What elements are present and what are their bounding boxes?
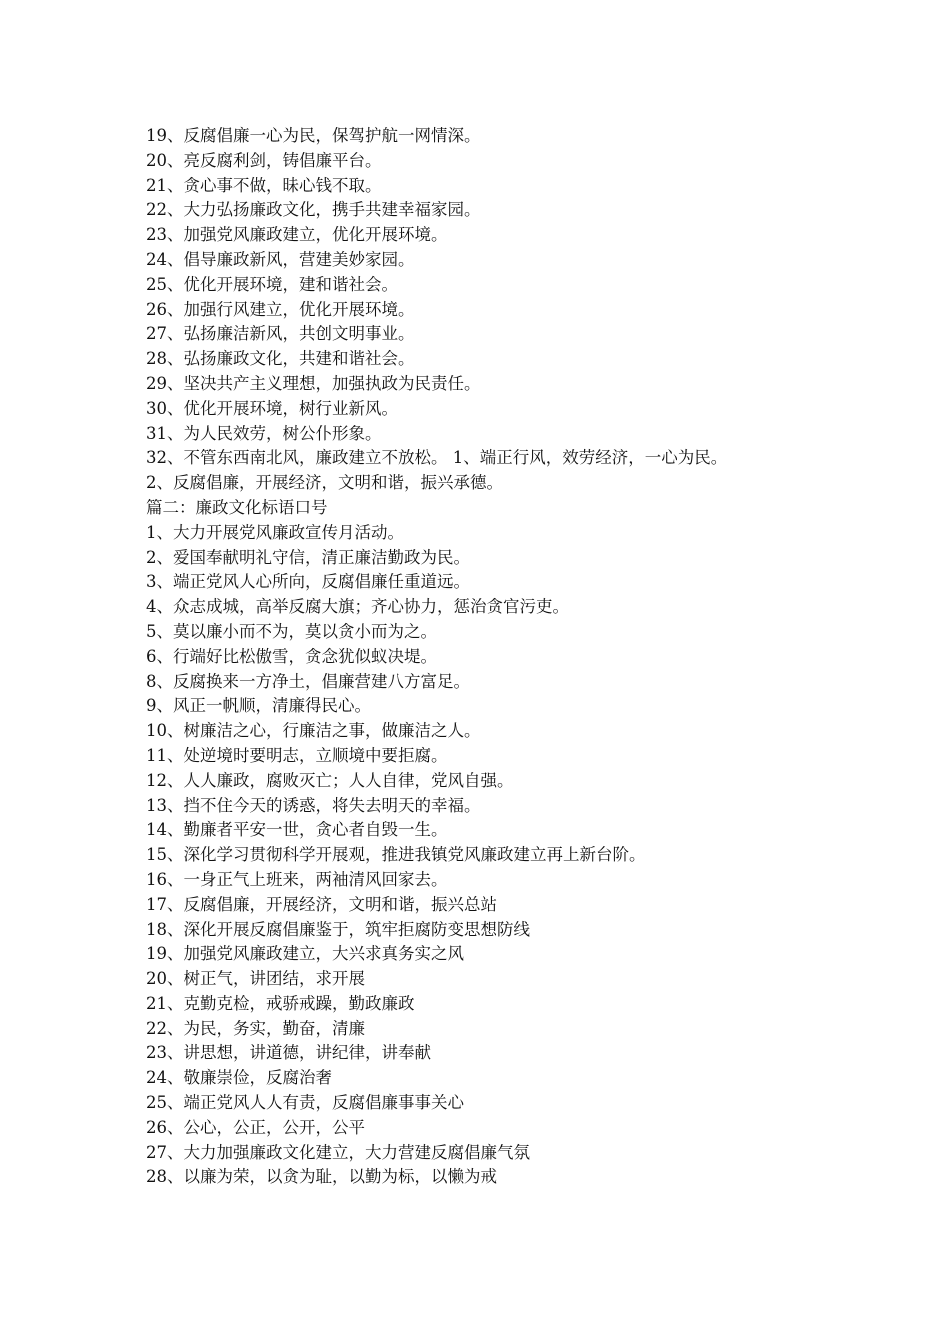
text-line: 8、反腐换来一方净土，倡廉营建八方富足。 [146,671,470,691]
text-line: 2、爱国奉献明礼守信，清正廉洁勤政为民。 [146,547,470,567]
text-line: 27、大力加强廉政文化建立，大力营建反腐倡廉气氛 [146,1142,530,1162]
text-line: 15、深化学习贯彻科学开展观，推进我镇党风廉政建立再上新台阶。 [146,845,646,865]
text-line: 3、端正党风人心所向，反腐倡廉任重道远。 [146,572,470,592]
text-line: 12、人人廉政，腐败灭亡；人人自律，党风自强。 [146,770,514,790]
text-line: 24、敬廉崇俭，反腐治奢 [146,1068,332,1088]
text-line: 24、倡导廉政新风，营建美妙家园。 [146,249,415,269]
document-body [146,124,786,1190]
text-line: 23、加强党风廉政建立，优化开展环境。 [146,225,448,245]
text-line: 2、反腐倡廉，开展经济，文明和谐，振兴承德。 [146,473,503,493]
text-line: 16、一身正气上班来，两袖清风回家去。 [146,869,448,889]
text-line: 29、坚决共产主义理想，加强执政为民责任。 [146,373,481,393]
text-line: 20、亮反腐利剑，铸倡廉平台。 [146,150,382,170]
text-line: 27、弘扬廉洁新风，共创文明事业。 [146,324,415,344]
text-line: 9、风正一帆顺，清廉得民心。 [146,696,371,716]
text-line: 25、端正党风人人有责，反腐倡廉事事关心 [146,1093,464,1113]
text-line: 篇二：廉政文化标语口号 [146,497,328,517]
text-line: 13、挡不住今天的诱惑，将失去明天的幸福。 [146,795,481,815]
text-line: 30、优化开展环境，树行业新风。 [146,398,398,418]
text-line: 1、大力开展党风廉政宣传月活动。 [146,522,404,542]
text-line: 32、不管东西南北风，廉政建立不放松。 1、端正行风，效劳经济，一心为民。 [146,448,728,468]
text-line: 6、行端好比松傲雪，贪念犹似蚁决堤。 [146,646,437,666]
text-line: 4、众志成城，高举反腐大旗；齐心协力，惩治贪官污吏。 [146,597,569,617]
text-line: 26、公心，公正，公开，公平 [146,1117,365,1137]
text-line: 5、莫以廉小而不为，莫以贪小而为之。 [146,621,437,641]
text-line: 17、反腐倡廉，开展经济，文明和谐，振兴总站 [146,894,497,914]
text-line: 28、以廉为荣，以贪为耻，以勤为标，以懒为戒 [146,1167,497,1187]
text-line: 26、加强行风建立，优化开展环境。 [146,299,415,319]
text-line: 14、勤廉者平安一世，贪心者自毁一生。 [146,820,448,840]
text-line: 23、讲思想，讲道德，讲纪律，讲奉献 [146,1043,431,1063]
text-line: 28、弘扬廉政文化，共建和谐社会。 [146,349,415,369]
text-line: 22、大力弘扬廉政文化，携手共建幸福家园。 [146,200,481,220]
text-line: 21、克勤克检，戒骄戒躁，勤政廉政 [146,993,415,1013]
text-line: 20、树正气，讲团结，求开展 [146,969,365,989]
text-line: 22、为民，务实，勤奋，清廉 [146,1018,365,1038]
text-line: 18、深化开展反腐倡廉鉴于，筑牢拒腐防变思想防线 [146,919,530,939]
text-line: 25、优化开展环境，建和谐社会。 [146,274,398,294]
text-line: 10、树廉洁之心，行廉洁之事，做廉洁之人。 [146,721,481,741]
text-line: 19、反腐倡廉一心为民，保驾护航一网情深。 [146,126,481,145]
text-line: 19、加强党风廉政建立，大兴求真务实之风 [146,944,464,964]
text-line: 31、为人民效劳，树公仆形象。 [146,423,382,443]
text-line: 11、处逆境时要明志，立顺境中要拒腐。 [146,745,448,765]
text-line: 21、贪心事不做，昧心钱不取。 [146,175,382,195]
